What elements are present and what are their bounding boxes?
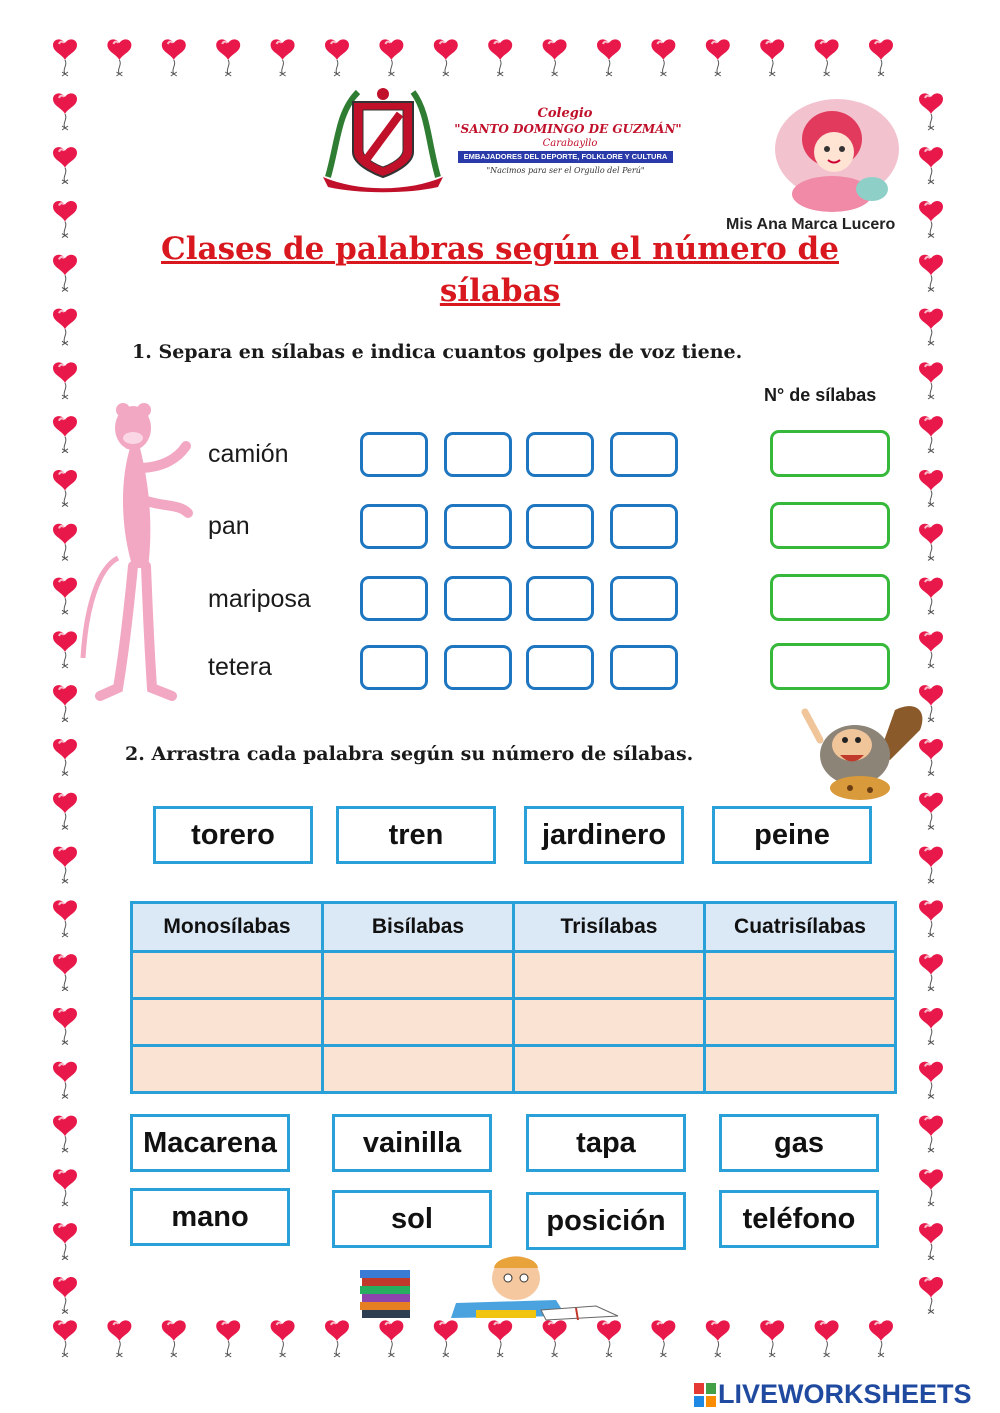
word-tile[interactable]: posición — [526, 1192, 686, 1250]
heart-balloon-icon — [379, 39, 403, 76]
syllable-input[interactable] — [526, 645, 594, 690]
drop-cell[interactable] — [323, 1046, 514, 1093]
word-camion: camión — [208, 440, 289, 468]
heart-balloon-icon — [869, 39, 893, 76]
heart-balloon-icon — [271, 39, 295, 76]
heart-balloon-icon — [53, 578, 77, 615]
heart-balloon-icon — [919, 201, 943, 238]
heart-balloon-icon — [53, 1008, 77, 1045]
heart-balloon-icon — [919, 954, 943, 991]
syllable-input[interactable] — [360, 576, 428, 621]
syllable-input[interactable] — [360, 645, 428, 690]
table-row — [132, 999, 896, 1046]
heart-balloon-icon — [869, 1320, 893, 1357]
drop-cell[interactable] — [132, 952, 323, 999]
heart-balloon-icon — [53, 685, 77, 722]
heart-balloon-icon — [271, 1320, 295, 1357]
syllable-input[interactable] — [526, 576, 594, 621]
word-tile[interactable]: jardinero — [524, 806, 684, 864]
heart-balloon-icon — [919, 1116, 943, 1153]
heart-balloon-icon — [53, 362, 77, 399]
word-tile[interactable]: peine — [712, 806, 872, 864]
syllable-classification-table — [130, 901, 897, 1094]
school-location: Carabayllo — [542, 138, 598, 149]
syllable-count-header: N° de sílabas — [764, 385, 877, 405]
word-tile[interactable]: vainilla — [332, 1114, 492, 1172]
heart-balloon-icon — [706, 39, 730, 76]
heart-balloon-icon — [53, 739, 77, 776]
heart-balloon-icon — [919, 1169, 943, 1206]
heart-balloon-icon — [53, 1116, 77, 1153]
syllable-input[interactable] — [360, 504, 428, 549]
heart-balloon-icon — [919, 1277, 943, 1314]
heart-balloon-icon — [53, 93, 77, 130]
syllable-input[interactable] — [360, 432, 428, 477]
heart-balloon-icon — [53, 847, 77, 884]
col-header-bisilabas: Bisílabas — [323, 903, 514, 952]
heart-balloon-icon — [919, 362, 943, 399]
table-row — [132, 952, 896, 999]
heart-balloon-icon — [53, 1277, 77, 1314]
word-tile[interactable]: sol — [332, 1190, 492, 1248]
exercise1-text: Separa en sílabas e indica cuantos golpes de voz tiene. — [158, 341, 743, 363]
syllable-input[interactable] — [610, 645, 678, 690]
school-name-line2: "SANTO DOMINGO DE GUZMÁN" — [454, 122, 682, 136]
heart-balloon-icon — [325, 1320, 349, 1357]
heart-balloon-icon — [919, 578, 943, 615]
heart-balloon-icon — [919, 309, 943, 346]
word-tile[interactable]: tapa — [526, 1114, 686, 1172]
heart-balloon-icon — [53, 201, 77, 238]
syllable-input[interactable] — [444, 432, 512, 477]
syllable-count-input[interactable] — [770, 574, 890, 621]
heart-balloon-icon — [53, 416, 77, 453]
word-tile[interactable]: teléfono — [719, 1190, 879, 1248]
heart-balloon-icon — [815, 39, 839, 76]
heart-balloon-icon — [919, 847, 943, 884]
word-tetera: tetera — [208, 653, 272, 681]
heart-balloon-icon — [919, 416, 943, 453]
heart-balloon-icon — [597, 39, 621, 76]
syllable-input[interactable] — [444, 576, 512, 621]
heart-balloon-icon — [651, 39, 675, 76]
heart-balloon-icon — [919, 524, 943, 561]
heart-balloon-icon — [919, 631, 943, 668]
heart-balloon-icon — [162, 1320, 186, 1357]
table-row — [132, 1046, 896, 1093]
heart-balloon-icon — [488, 39, 512, 76]
heart-balloon-icon — [919, 1008, 943, 1045]
syllable-count-input[interactable] — [770, 643, 890, 690]
heart-balloon-icon — [53, 309, 77, 346]
exercise1-number: 1. — [132, 341, 152, 363]
page-title: Clases de palabras según el número de sílabas — [161, 231, 839, 309]
drop-cell[interactable] — [132, 999, 323, 1046]
heart-balloon-icon — [919, 255, 943, 292]
school-name-line1: Colegio — [537, 106, 593, 121]
heart-balloon-icon — [760, 39, 784, 76]
heart-balloon-icon — [706, 1320, 730, 1357]
heart-balloon-icon — [919, 900, 943, 937]
drop-cell[interactable] — [514, 999, 705, 1046]
caveman-icon — [800, 700, 930, 806]
heart-balloon-icon — [53, 793, 77, 830]
heart-balloon-icon — [53, 954, 77, 991]
syllable-count-input[interactable] — [770, 502, 890, 549]
heart-balloon-icon — [53, 631, 77, 668]
word-tile[interactable]: Macarena — [130, 1114, 290, 1172]
strawberry-girl-icon — [762, 94, 902, 214]
heart-balloon-icon — [53, 1320, 77, 1357]
heart-balloon-icon — [919, 147, 943, 184]
word-tile[interactable]: gas — [719, 1114, 879, 1172]
syllable-input[interactable] — [444, 645, 512, 690]
word-pan: pan — [208, 512, 250, 540]
heart-balloon-icon — [162, 39, 186, 76]
word-tile[interactable]: torero — [153, 806, 313, 864]
heart-balloon-icon — [919, 1062, 943, 1099]
syllable-input[interactable] — [610, 432, 678, 477]
syllable-count-input[interactable] — [770, 430, 890, 477]
heart-balloon-icon — [919, 470, 943, 507]
heart-balloon-icon — [53, 1223, 77, 1260]
exercise2-instruction: 2. Arrastra cada palabra según su número de sílabas. — [125, 743, 694, 765]
drop-cell[interactable] — [323, 999, 514, 1046]
word-tile[interactable]: mano — [130, 1188, 290, 1246]
school-motto: "Nacimos para ser el Orgullo del Perú" — [486, 166, 645, 175]
syllable-input[interactable] — [444, 504, 512, 549]
heart-balloon-icon — [107, 1320, 131, 1357]
syllable-input[interactable] — [610, 576, 678, 621]
heart-balloon-icon — [107, 39, 131, 76]
drop-cell[interactable] — [514, 952, 705, 999]
syllable-input[interactable] — [526, 432, 594, 477]
heart-balloon-icon — [53, 470, 77, 507]
heart-balloon-icon — [216, 39, 240, 76]
heart-balloon-icon — [325, 39, 349, 76]
drop-cell[interactable] — [705, 1046, 896, 1093]
liveworksheets-logo-icon — [694, 1383, 716, 1407]
heart-balloon-icon — [543, 39, 567, 76]
liveworksheets-brand: LIVEWORKSHEETS — [718, 1379, 972, 1409]
drop-cell[interactable] — [705, 952, 896, 999]
word-mariposa: mariposa — [208, 585, 311, 613]
heart-balloon-icon — [919, 1223, 943, 1260]
drop-cell[interactable] — [514, 1046, 705, 1093]
heart-balloon-icon — [53, 255, 77, 292]
drop-cell[interactable] — [132, 1046, 323, 1093]
heart-balloon-icon — [53, 39, 77, 76]
reading-kid-icon — [356, 1248, 636, 1328]
heart-balloon-icon — [760, 1320, 784, 1357]
heart-balloon-icon — [53, 1169, 77, 1206]
heart-balloon-icon — [434, 39, 458, 76]
drop-cell[interactable] — [323, 952, 514, 999]
school-band: EMBAJADORES DEL DEPORTE, FOLKLORE Y CULTURA — [458, 151, 673, 163]
col-header-cuatrisilabas: Cuatrisílabas — [705, 903, 896, 952]
drop-cell[interactable] — [705, 999, 896, 1046]
exercise1-instruction — [132, 341, 742, 363]
heart-balloon-icon — [53, 1062, 77, 1099]
heart-balloon-icon — [651, 1320, 675, 1357]
heart-balloon-icon — [53, 900, 77, 937]
syllable-input[interactable] — [526, 504, 594, 549]
heart-balloon-icon — [53, 147, 77, 184]
teacher-name: Mis Ana Marca Lucero — [726, 216, 896, 233]
heart-balloon-icon — [216, 1320, 240, 1357]
heart-balloon-icon — [53, 524, 77, 561]
col-header-trisilabas: Trisílabas — [514, 903, 705, 952]
syllable-input[interactable] — [610, 504, 678, 549]
heart-balloon-icon — [815, 1320, 839, 1357]
word-tile[interactable]: tren — [336, 806, 496, 864]
heart-balloon-icon — [919, 93, 943, 130]
col-header-monosilabas: Monosílabas — [132, 903, 323, 952]
pink-panther-icon — [78, 398, 198, 703]
